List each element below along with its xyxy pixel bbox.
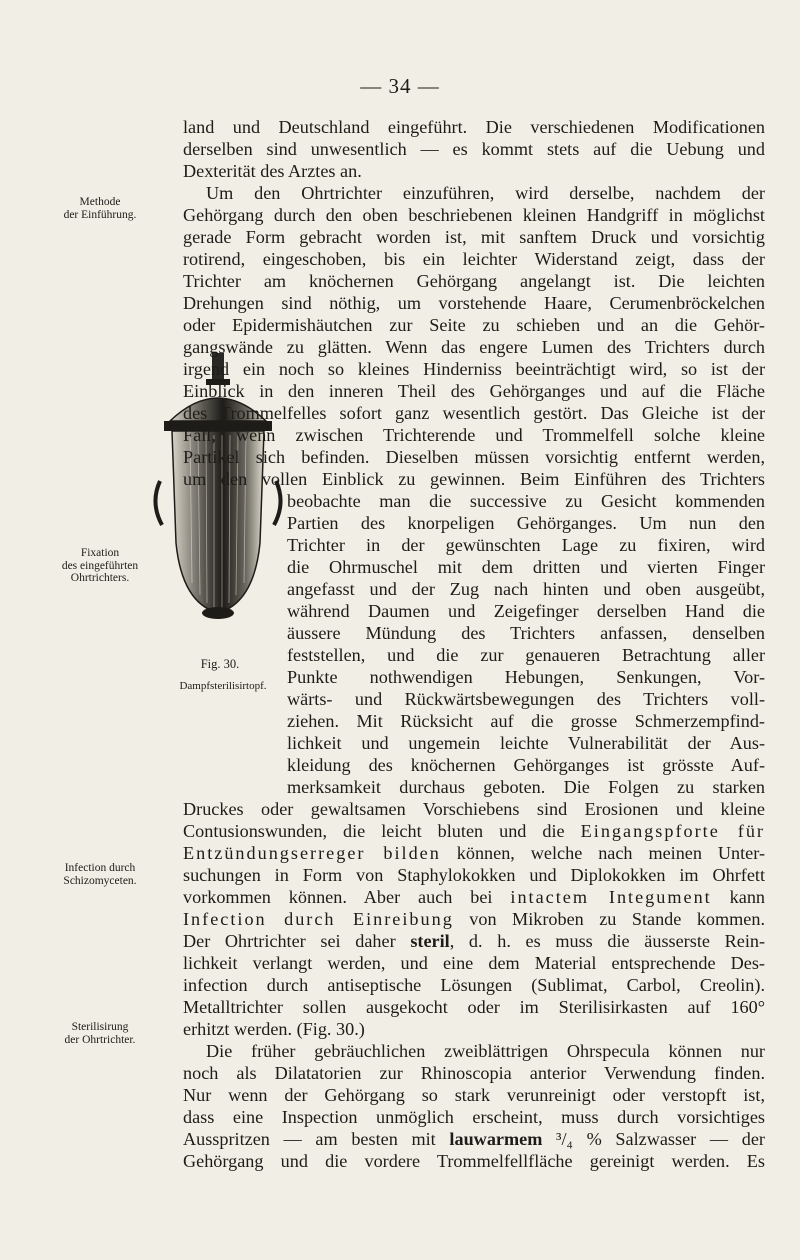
text-run: ³/₄ % Salzwasser — der <box>556 1129 765 1149</box>
text-line: merksamkeit durchaus geboten. Die Folgen zu starken <box>287 777 765 797</box>
text-line: gangswände zu glätten. Wenn das engere Lumen des Trichters durch <box>183 337 765 357</box>
text-line <box>183 886 765 908</box>
text-line: Nur wenn der Gehörgang so stark verunreinigt oder verstopft ist, <box>183 1085 765 1105</box>
text-run: Der Ohrtrichter sei daher <box>183 931 396 951</box>
emphasis-spaced: Eingangspforte für <box>580 821 765 841</box>
text-line: kleidung des knöchernen Gehörganges ist grösste Auf- <box>287 755 765 775</box>
text-line: noch als Dilatatorien zur Rhinoscopia anterior Verwendung finden. <box>183 1063 765 1083</box>
text-line: die Ohrmuschel mit dem dritten und vierten Finger <box>287 557 765 577</box>
margin-note-line: Infection durch <box>64 862 136 874</box>
margin-note-line: der Ohrtrichter. <box>64 1033 136 1046</box>
margin-note-line: Fixation <box>80 547 120 559</box>
text-line: Um den Ohrtrichter einzuführen, wird derselbe, nachdem der <box>206 183 765 203</box>
text-line: infection durch antiseptische Lösungen (Sublimat, Carbol, Creolin). <box>183 975 765 995</box>
text-run: vorkommen können. Aber auch bei <box>183 887 493 907</box>
text-line: oder Epidermishäutchen zur Seite zu schieben und an die Gehör- <box>183 315 765 335</box>
text-line: Metalltrichter sollen ausgekocht oder im Sterilisirkasten auf 160° <box>183 997 765 1017</box>
text-line: Druckes oder gewaltsamen Vorschiebens sind Erosionen und kleine <box>183 799 765 819</box>
text-line: suchungen in Form von Staphylokokken und Diplokokken im Ohrfett <box>183 865 765 885</box>
text-line: Punkte nothwendigen Hebungen, Senkungen, Vor- <box>287 667 765 687</box>
text-line: Einblick in den inneren Theil des Gehörganges und auf die Fläche <box>183 381 765 401</box>
margin-note-methode <box>16 196 184 221</box>
text-line: Trichter in der gewünschten Lage zu fixiren, wird <box>287 535 765 555</box>
text-line: feststellen, und die zur genaueren Betrachtung aller <box>287 645 765 665</box>
text-line: Trichter am knöchernen Gehörgang angelangt ist. Die leichten <box>183 271 765 291</box>
margin-note-line: der Einführung. <box>63 208 137 221</box>
margin-note-line: Methode <box>79 196 121 208</box>
text-line <box>183 820 765 842</box>
emphasis-spaced: Infection durch Einreibung <box>183 909 454 929</box>
text-line: land und Deutschland eingeführt. Die verschiedenen Modificationen <box>183 117 765 137</box>
text-line: Partien des knorpeligen Gehörganges. Um nun den <box>287 513 765 533</box>
text-line: um den vollen Einblick zu gewinnen. Beim Einführen des Trichters <box>183 469 765 489</box>
text-run: Contusionswunden, die leicht bluten und die <box>183 821 565 841</box>
text-run: Ausspritzen — am besten mit <box>183 1129 436 1149</box>
text-line: lichkeit und ungemein leichte Vulnerabilität der Aus- <box>287 733 765 753</box>
text-line <box>183 908 765 930</box>
text-line <box>183 930 765 952</box>
text-line: irgend ein noch so kleines Hinderniss beeinträchtigt wird, so ist der <box>183 359 765 379</box>
text-line: derselben sind unwesentlich — es kommt stets auf die Uebung und <box>183 139 765 159</box>
margin-note-infection <box>16 862 184 887</box>
text-line: Partikel sich befinden. Dieselben müssen vorsichtig entfernt werden, <box>183 447 765 467</box>
figure-number: Fig. 30. <box>200 657 240 671</box>
figure-caption: Dampfsterilisirtopf. <box>179 680 267 692</box>
margin-note-sterilisirung <box>16 1021 184 1046</box>
text-line: während Daumen und Zeigefinger derselben Hand die <box>287 601 765 621</box>
margin-note-line: des eingeführten <box>61 559 139 572</box>
text-line: Gehörgang und die vordere Trommelfellfläche gereinigt werden. Es <box>183 1151 765 1171</box>
text-line: Dexterität des Arztes an. <box>183 161 362 181</box>
text-run: von Mikroben zu Stande kommen. <box>469 909 766 929</box>
text-line: ziehen. Mit Rücksicht auf die grosse Schmerzempfind- <box>287 711 765 731</box>
emphasis-bold: steril <box>410 931 450 951</box>
text-line: Drehungen sind nöthig, um vorstehende Haare, Cerumenbröckelchen <box>183 293 765 313</box>
text-line: erhitzt werden. (Fig. 30.) <box>183 1019 365 1039</box>
page-number: — 34 — <box>360 74 440 98</box>
text-line: beobachte man die successive zu Gesicht kommenden <box>287 491 765 511</box>
text-line: rotirend, eingeschoben, bis ein leichter Widerstand zeigt, dass der <box>183 249 765 269</box>
text-line: wärts- und Rückwärtsbewegungen des Trichters voll- <box>287 689 765 709</box>
margin-note-line: Schizomyceten. <box>63 874 137 887</box>
text-line: Fall, wenn zwischen Trichterende und Trommelfell solche kleine <box>183 425 765 445</box>
text-line: dass eine Inspection unmöglich erscheint, muss durch vorsichtiges <box>183 1107 765 1127</box>
text-line: äussere Mündung des Trichters anfassen, denselben <box>287 623 765 643</box>
text-line: angefasst und der Zug nach hinten und oben ausgeübt, <box>287 579 765 599</box>
text-line <box>183 1128 765 1150</box>
text-line: Gehörgang durch den oben beschriebenen kleinen Handgriff in möglichst <box>183 205 765 225</box>
text-line: Die früher gebräuchlichen zweiblättrigen Ohrspecula können nur <box>206 1041 765 1061</box>
margin-note-line: Sterilisirung <box>71 1021 129 1033</box>
text-run: kann <box>729 887 766 907</box>
text-run: können, welche nach meinen Unter- <box>456 843 765 863</box>
text-line: lichkeit verlangt werden, und eine dem Material entsprechende Des- <box>183 953 765 973</box>
emphasis-spaced: Entzündungserreger bilden <box>183 843 441 863</box>
text-line: des Trommelfelles sofort ganz wesentlich gestört. Das Gleiche ist der <box>183 403 765 423</box>
margin-note-line: Ohrtrichters. <box>70 572 130 584</box>
text-line: gerade Form gebracht worden ist, mit sanftem Druck und vorsichtig <box>183 227 765 247</box>
emphasis-spaced: intactem Integument <box>510 887 712 907</box>
text-line <box>183 842 765 864</box>
text-run: , d. h. es muss die äusserste Rein- <box>449 931 766 951</box>
emphasis-bold: lauwarmem <box>449 1129 543 1149</box>
